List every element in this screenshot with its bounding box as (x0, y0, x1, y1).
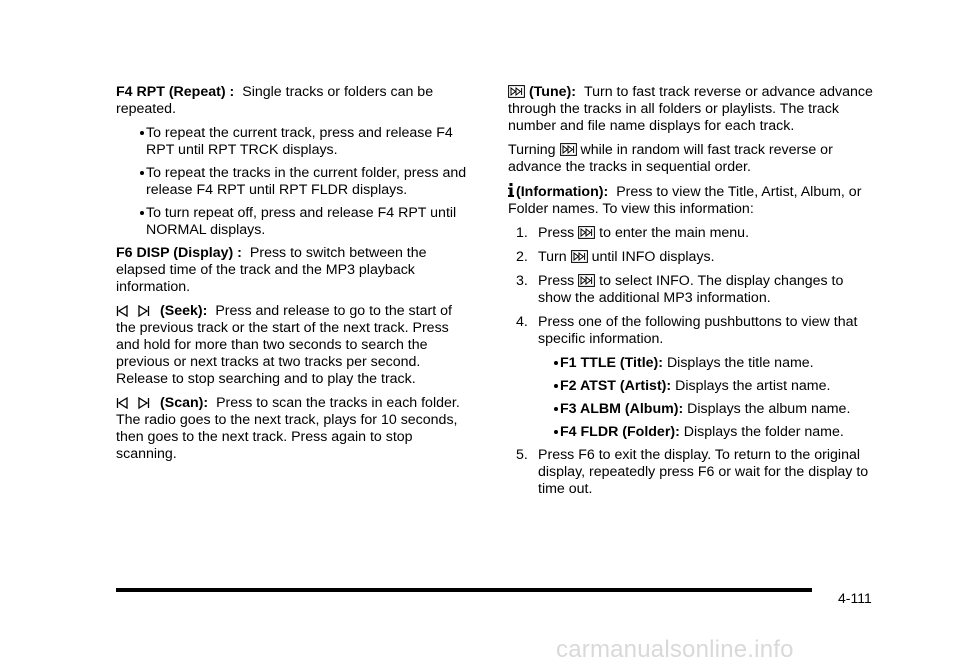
scan-label: (Scan): (160, 395, 209, 411)
step-3 (508, 273, 878, 307)
seek-text: Press and release to go to the start of the previous track or the start of the next track. Press and hold for more than two seconds to search the previous or next tracks at two tracks per second. Release to stop searching and to play the track. (116, 303, 452, 387)
step-2 (508, 249, 878, 266)
information-icon (508, 183, 514, 197)
step-post: until INFO displays. (591, 249, 715, 265)
scan-forward-icon (138, 397, 150, 409)
sub-bullet-artist (530, 378, 878, 395)
sub-bullet-label: F1 TTLE (Title): (560, 355, 663, 371)
step-number: 1. (516, 225, 528, 241)
right-column (508, 84, 878, 505)
display-label: F6 DISP (Display) : (116, 245, 242, 261)
seek-paragraph (116, 303, 468, 388)
sub-bullet-label: F4 FLDR (Folder): (560, 424, 680, 440)
sub-bullet-album (530, 401, 878, 418)
scan-back-icon (116, 397, 128, 409)
watermark: carmanualsonline.info (556, 636, 794, 663)
display-text: Press to switch between the elapsed time of the track and the MP3 playback information. (116, 245, 427, 295)
repeat-paragraph (116, 84, 468, 118)
display-paragraph (116, 245, 468, 296)
left-column (116, 84, 468, 470)
seek-label: (Seek): (160, 303, 208, 319)
repeat-text: Single tracks or folders can be repeated. (116, 84, 434, 117)
step-number: 3. (516, 273, 528, 289)
info-label: (Information): (516, 184, 609, 200)
info-paragraph (508, 183, 878, 218)
repeat-bullet-3: To turn repeat off, press and release F4 RPT until NORMAL displays. (116, 205, 468, 239)
random-post: while in random will fast track reverse or advance the tracks in sequential order. (508, 142, 833, 175)
step-5 (508, 447, 878, 498)
step-4 (508, 314, 878, 348)
step-number: 5. (516, 447, 528, 463)
random-paragraph (508, 142, 878, 176)
seek-back-icon (116, 305, 128, 317)
tune-knob-icon (508, 85, 525, 98)
random-pre: Turning (508, 142, 556, 158)
sub-bullet-text: Displays the album name. (687, 401, 851, 417)
sub-bullet-text: Displays the artist name. (675, 378, 831, 394)
tune-knob-icon (560, 143, 577, 156)
scan-paragraph (116, 395, 468, 463)
step-text: Press F6 to exit the display. To return to the original display, repeatedly press F6 or wait for the display to time out. (538, 447, 869, 497)
step-text: Press one of the following pushbuttons to view that specific information. (538, 314, 858, 347)
sub-bullet-title (530, 355, 878, 372)
step-pre: Turn (538, 249, 567, 265)
footer-rule (116, 588, 812, 592)
tune-text: Turn to fast track reverse or advance advance through the tracks in all folders or playlists. The track number and file name displays for each track. (508, 84, 873, 134)
info-text: Press to view the Title, Artist, Album, or Folder names. To view this information: (508, 184, 862, 217)
step-post: to enter the main menu. (599, 225, 750, 241)
tune-paragraph (508, 84, 878, 135)
tune-label: (Tune): (528, 84, 576, 100)
sub-bullet-label: F3 ALBM (Album): (560, 401, 684, 417)
step-number: 4. (516, 314, 528, 330)
sub-bullet-text: Displays the folder name. (683, 424, 844, 440)
step-pre: Press (538, 225, 575, 241)
page-number: 4-111 (838, 590, 872, 606)
tune-knob-icon (578, 226, 595, 239)
repeat-label: F4 RPT (Repeat) : (116, 84, 235, 100)
repeat-bullet-1: To repeat the current track, press and release F4 RPT until RPT TRCK displays. (116, 125, 468, 159)
sub-bullet-label: F2 ATST (Artist): (560, 378, 672, 394)
scan-text: Press to scan the tracks in each folder. The radio goes to the next track, plays for 10 seconds, then goes to the next track. Press again to stop scanning. (116, 395, 460, 462)
step-number: 2. (516, 249, 528, 265)
step-1 (508, 225, 878, 242)
sub-bullet-folder (530, 424, 878, 441)
tune-knob-icon (571, 250, 588, 263)
sub-bullet-text: Displays the title name. (666, 355, 814, 371)
repeat-bullet-2: To repeat the tracks in the current folder, press and release F4 RPT until RPT FLDR displays. (116, 165, 468, 199)
seek-forward-icon (138, 305, 150, 317)
step-post: to select INFO. The display changes to show the additional MP3 information. (538, 273, 844, 306)
step-pre: Press (538, 273, 575, 289)
tune-knob-icon (578, 274, 595, 287)
